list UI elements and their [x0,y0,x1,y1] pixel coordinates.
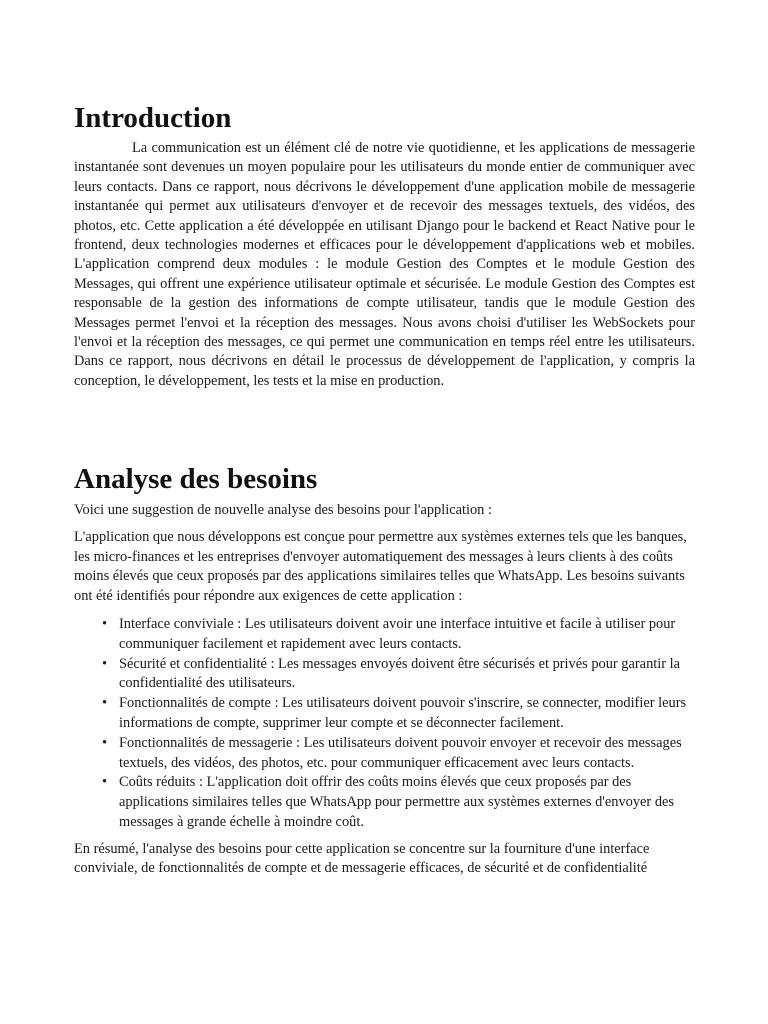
analyse-besoins-section [74,501,695,879]
list-item-text: Coûts réduits : L'application doit offrir des coûts moins élevés que ceux proposés par des applications similaires telles que WhatsApp pour permettre aux systèmes externes d'envoyer des messages à grande échelle à moindre coût. [119,774,675,830]
bullet-icon: • [102,695,108,712]
besoins-list [74,615,695,833]
list-item [102,655,695,695]
list-item [102,615,695,655]
list-item-text: Interface conviviale : Les utilisateurs doivent avoir une interface intuitive et facile à utiliser pour communiquer facilement et rapidement avec leurs contacts. [119,616,676,652]
bullet-icon: • [102,616,108,633]
list-item [102,694,695,734]
bullet-icon: • [102,774,108,791]
besoins-summary-paragraph: En résumé, l'analyse des besoins pour cette application se concentre sur la fourniture d'une interface conviviale, de fonctionnalités de compte et de messagerie efficaces, de sécurité et de confidentialité [74,840,650,877]
besoins-lead-paragraph: Voici une suggestion de nouvelle analyse des besoins pour l'application : [74,502,492,518]
introduction-heading: Introduction [74,102,232,134]
list-item-text: Fonctionnalités de messagerie : Les utilisateurs doivent pouvoir envoyer et recevoir des messages textuels, des vidéos, des photos, etc. pour communiquer efficacement avec leurs contacts. [119,734,682,771]
list-item-text: Sécurité et confidentialité : Les messages envoyés doivent être sécurisés et privés pour garantir la confidentialité des utilisateurs. [119,655,681,692]
list-item [102,773,695,832]
list-item [102,734,695,774]
list-item-text: Fonctionnalités de compte : Les utilisateurs doivent pouvoir s'inscrire, se connecter, modifier leurs informations de compte, supprimer leur compte et se déconnecter facilement. [119,695,687,732]
besoins-context-paragraph: L'application que nous développons est conçue pour permettre aux systèmes externes tels que les banques, les micro-finances et les entreprises d'envoyer automatiquement des messages à leurs clients à des coûts moins élevés que ceux proposés par des applications similaires telles que WhatsApp. Les besoins suivants ont été identifiés pour répondre aux exigences de cette application : [74,529,687,604]
bullet-icon: • [102,655,108,672]
analyse-besoins-heading: Analyse des besoins [74,463,318,495]
bullet-icon: • [102,734,108,751]
introduction-paragraph: La communication est un élément clé de notre vie quotidienne, et les applications de messagerie instantanée sont devenues un moyen populaire pour les utilisateurs du monde entier de communiquer avec leurs contacts. Dans ce rapport, nous décrivons le développement d'une application mobile de messagerie instantanée qui permet aux utilisateurs d'envoyer et de recevoir des messages textuels, des vidéos, des photos, etc. Cette application a été développée en utilisant Django pour le backend et React Native pour le frontend, deux technologies modernes et efficaces pour le développement d'applications web et mobiles. L'application comprend deux modules : le module Gestion des Comptes et le module Gestion des Messages, qui offrent une expérience utilisateur optimale et sécurisée. Le module Gestion des Comptes est responsable de la gestion des informations de compte utilisateur, tandis que le module Gestion des Messages permet l'envoi et la réception des messages. Nous avons choisi d'utiliser les WebSockets pour l'envoi et la réception des messages, ce qui permet une communication en temps réel entre les utilisateurs. Dans ce rapport, nous décrivons en détail le processus de développement de l'application, y compris la conception, le développement, les tests et la mise en production. [74,140,695,389]
